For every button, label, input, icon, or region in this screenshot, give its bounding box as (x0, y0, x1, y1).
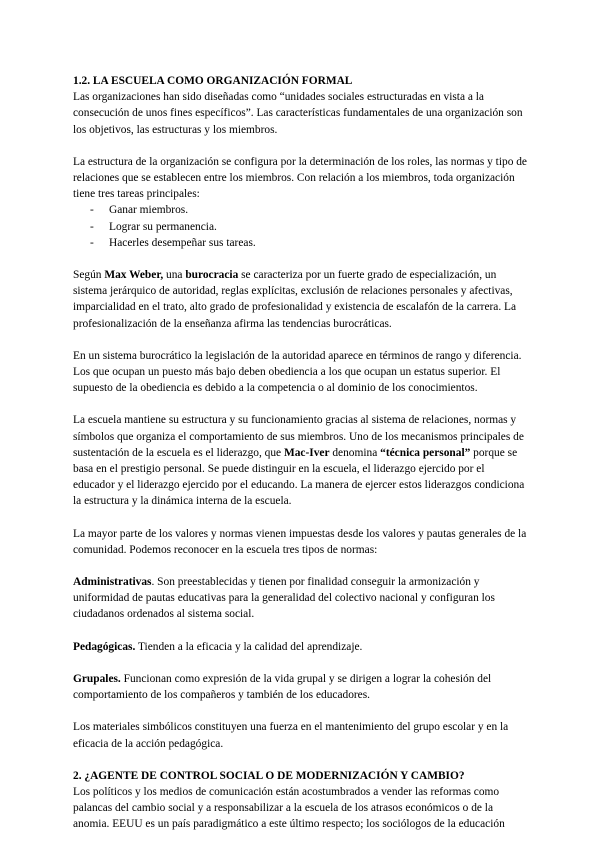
norm-administrativas: Administrativas. Son preestablecidas y tienen por finalidad conseguir la armonización y uniformidad de pautas educativas para la generalidad del colectivo nacional y configuran los ciudadanos ordenados al sistema social. (73, 576, 495, 621)
list-item: - Ganar miembros. (90, 202, 528, 218)
term-max-weber: Max Weber, (104, 269, 164, 282)
document-page (73, 73, 528, 833)
term-burocracia: burocracia (185, 269, 239, 282)
paragraph-authority: En un sistema burocrático la legislación de la autoridad aparece en términos de rango y diferencia. Los que ocupan un puesto más bajo deben obediencia a los que ocupan un estatus superior. El supuesto de la obediencia es debido a la competencia o al dominio de los conocimientos. (73, 349, 522, 395)
section-heading: 2. ¿AGENTE DE CONTROL SOCIAL O DE MODERNIZACIÓN Y CAMBIO? (73, 769, 465, 782)
paragraph-structure: La estructura de la organización se configura por la determinación de los roles, las normas y tipo de relaciones que se establecen entre los miembros. Con relación a los miembros, toda organización tiene tres tareas principales: (73, 155, 527, 201)
paragraph-norms: La mayor parte de los valores y normas vienen impuestas desde los valores y pautas generales de la comunidad. Podemos reconocer en la escuela tres tipos de normas: (73, 527, 527, 556)
list-item: - Lograr su permanencia. (90, 219, 528, 235)
norm-pedagogicas: Pedagógicas. Tienden a la eficacia y la calidad del aprendizaje. (73, 640, 363, 653)
term-pedagogicas: Pedagógicas. (73, 640, 136, 653)
paragraph-bureaucracy: Según Max Weber, una burocracia se caracteriza por un fuerte grado de especialización, un sistema jerárquico de autoridad, reglas explícitas, exclusión de relaciones personales y afectivas, imparcialidad en el trato, alto grado de profesionalidad y existencia de escalafón de la carrera. La profesionalización de la enseñanza afirma las tendencias burocráticas. (73, 269, 517, 330)
section-heading: 1.2. LA ESCUELA COMO ORGANIZACIÓN FORMAL (73, 75, 353, 87)
term-administrativas: Administrativas (73, 576, 152, 589)
norm-grupales: Grupales. Funcionan como expresión de la vida grupal y se dirigen a lograr la cohesión del comportamiento de los compañeros y también de los educadores. (73, 672, 492, 702)
term-grupales: Grupales. (73, 672, 121, 685)
term-mac-iver: Mac-Iver (283, 446, 330, 459)
list-item: - Hacerles desempeñar sus tareas. (90, 235, 528, 251)
paragraph-politicians: Los políticos y los medios de comunicación están acostumbrados a vender las reformas como palancas del cambio social y a responsabilizar a la escuela de los atrasos económicos o de la anomia. EEUU es un país paradigmático a este último respecto; los sociólogos de la educación (73, 785, 505, 831)
task-list (73, 202, 528, 251)
paragraph-symbolic: Los materiales simbólicos constituyen una fuerza en el mantenimiento del grupo escolar y en la eficacia de la acción pedagógica. (73, 721, 509, 750)
paragraph-leadership: La escuela mantiene su estructura y su funcionamiento gracias al sistema de relaciones, normas y símbolos que organiza el comportamiento de sus miembros. Uno de los mecanismos principales de sustentación de la escuela es el liderazgo, que Mac-Iver denomina “técnica personal” porque se basa en el prestigio personal. Se puede distinguir en la escuela, el liderazgo ejercido por el educador y el liderazgo ejercido por el educando. La manera de ejercer estos liderazgos condiciona la estructura y la dinámica interna de la escuela. (73, 414, 525, 508)
paragraph-organizations: Las organizaciones han sido diseñadas como “unidades sociales estructuradas en vista a la consecución de unos fines específicos”. Las características fundamentales de una organización son los objetivos, las estructuras y los miembros. (73, 91, 523, 136)
term-tecnica-personal: “técnica personal” (380, 446, 471, 459)
